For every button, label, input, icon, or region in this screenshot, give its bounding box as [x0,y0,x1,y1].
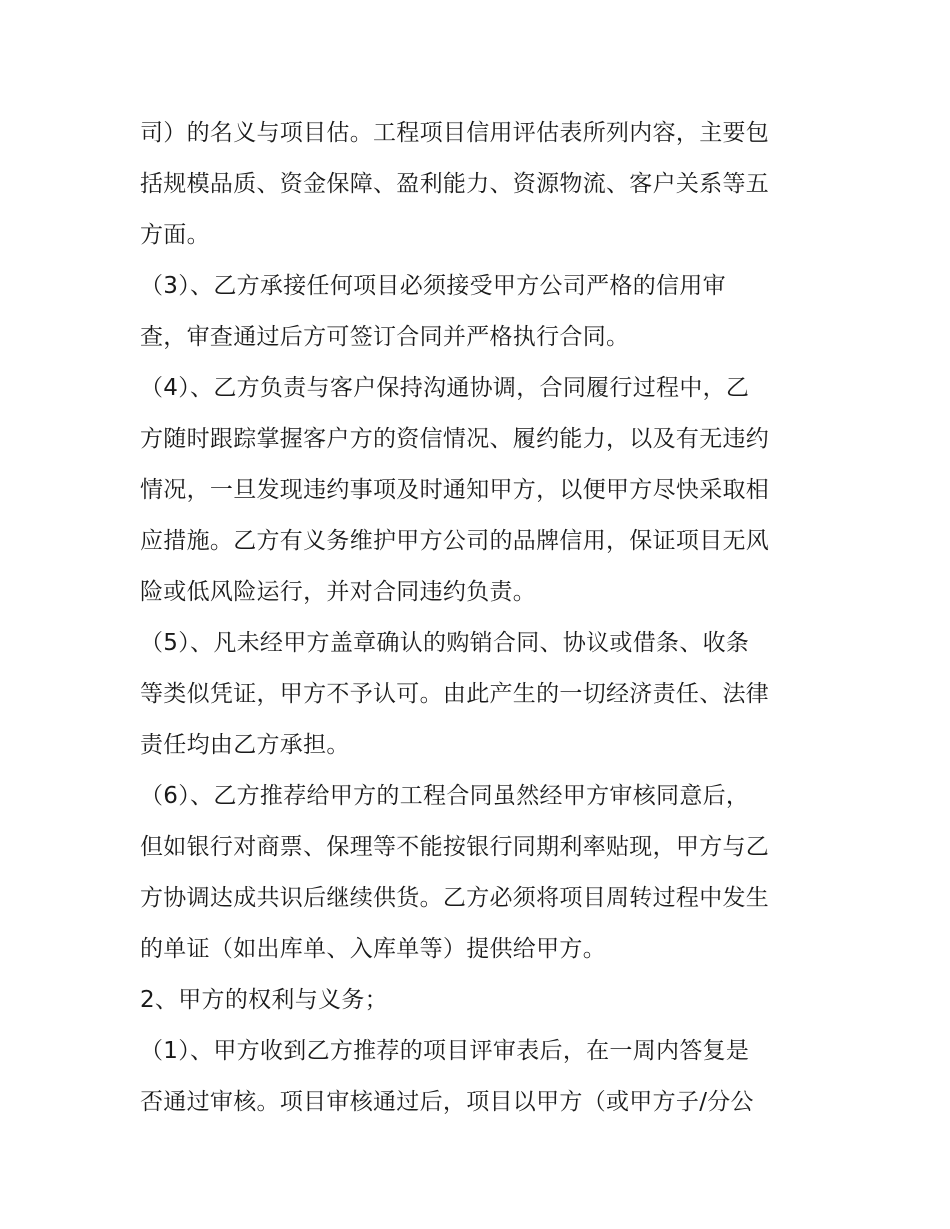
text-line: 等类似凭证，甲方不予认可。由此产生的一切经济责任、法律 [140,681,770,707]
text-line: 但如银行对商票、保理等不能按银行同期利率贴现，甲方与乙 [140,834,770,860]
text-line: 险或低风险运行，并对合同违约负责。 [140,579,537,605]
text-line: 应措施。乙方有义务维护甲方公司的品牌信用，保证项目无风 [140,528,770,554]
text-line: （1）、甲方收到乙方推荐的项目评审表后，在一周内答复是 [140,1038,750,1064]
text-line: 方随时跟踪掌握客户方的资信情况、履约能力，以及有无违约 [140,426,770,452]
text-line: 方协调达成共识后继续供货。乙方必须将项目周转过程中发生 [140,885,770,911]
text-line: 查，审查通过后方可签订合同并严格执行合同。 [140,324,630,350]
text-line: 的单证（如出库单、入库单等）提供给甲方。 [140,936,606,962]
document-body [140,108,820,1128]
text-line: （5）、凡未经甲方盖章确认的购销合同、协议或借条、收条 [140,630,750,656]
text-line: 情况，一旦发现违约事项及时通知甲方，以便甲方尽快采取相 [140,477,770,503]
text-line: 括规模品质、资金保障、盈利能力、资源物流、客户关系等五 [140,171,770,197]
text-line: （3）、乙方承接任何项目必须接受甲方公司严格的信用审 [140,273,726,299]
text-line: 司）的名义与项目估。工程项目信用评估表所列内容，主要包 [140,120,770,146]
text-line: （6）、乙方推荐给甲方的工程合同虽然经甲方审核同意后， [140,783,750,809]
text-line: （4）、乙方负责与客户保持沟通协调，合同履行过程中，乙 [140,375,750,401]
text-line: 否通过审核。项目审核通过后，项目以甲方（或甲方子/分公 [140,1089,754,1115]
section-heading: 2、甲方的权利与义务； [140,987,388,1013]
text-line: 方面。 [140,222,210,248]
text-line: 责任均由乙方承担。 [140,732,350,758]
